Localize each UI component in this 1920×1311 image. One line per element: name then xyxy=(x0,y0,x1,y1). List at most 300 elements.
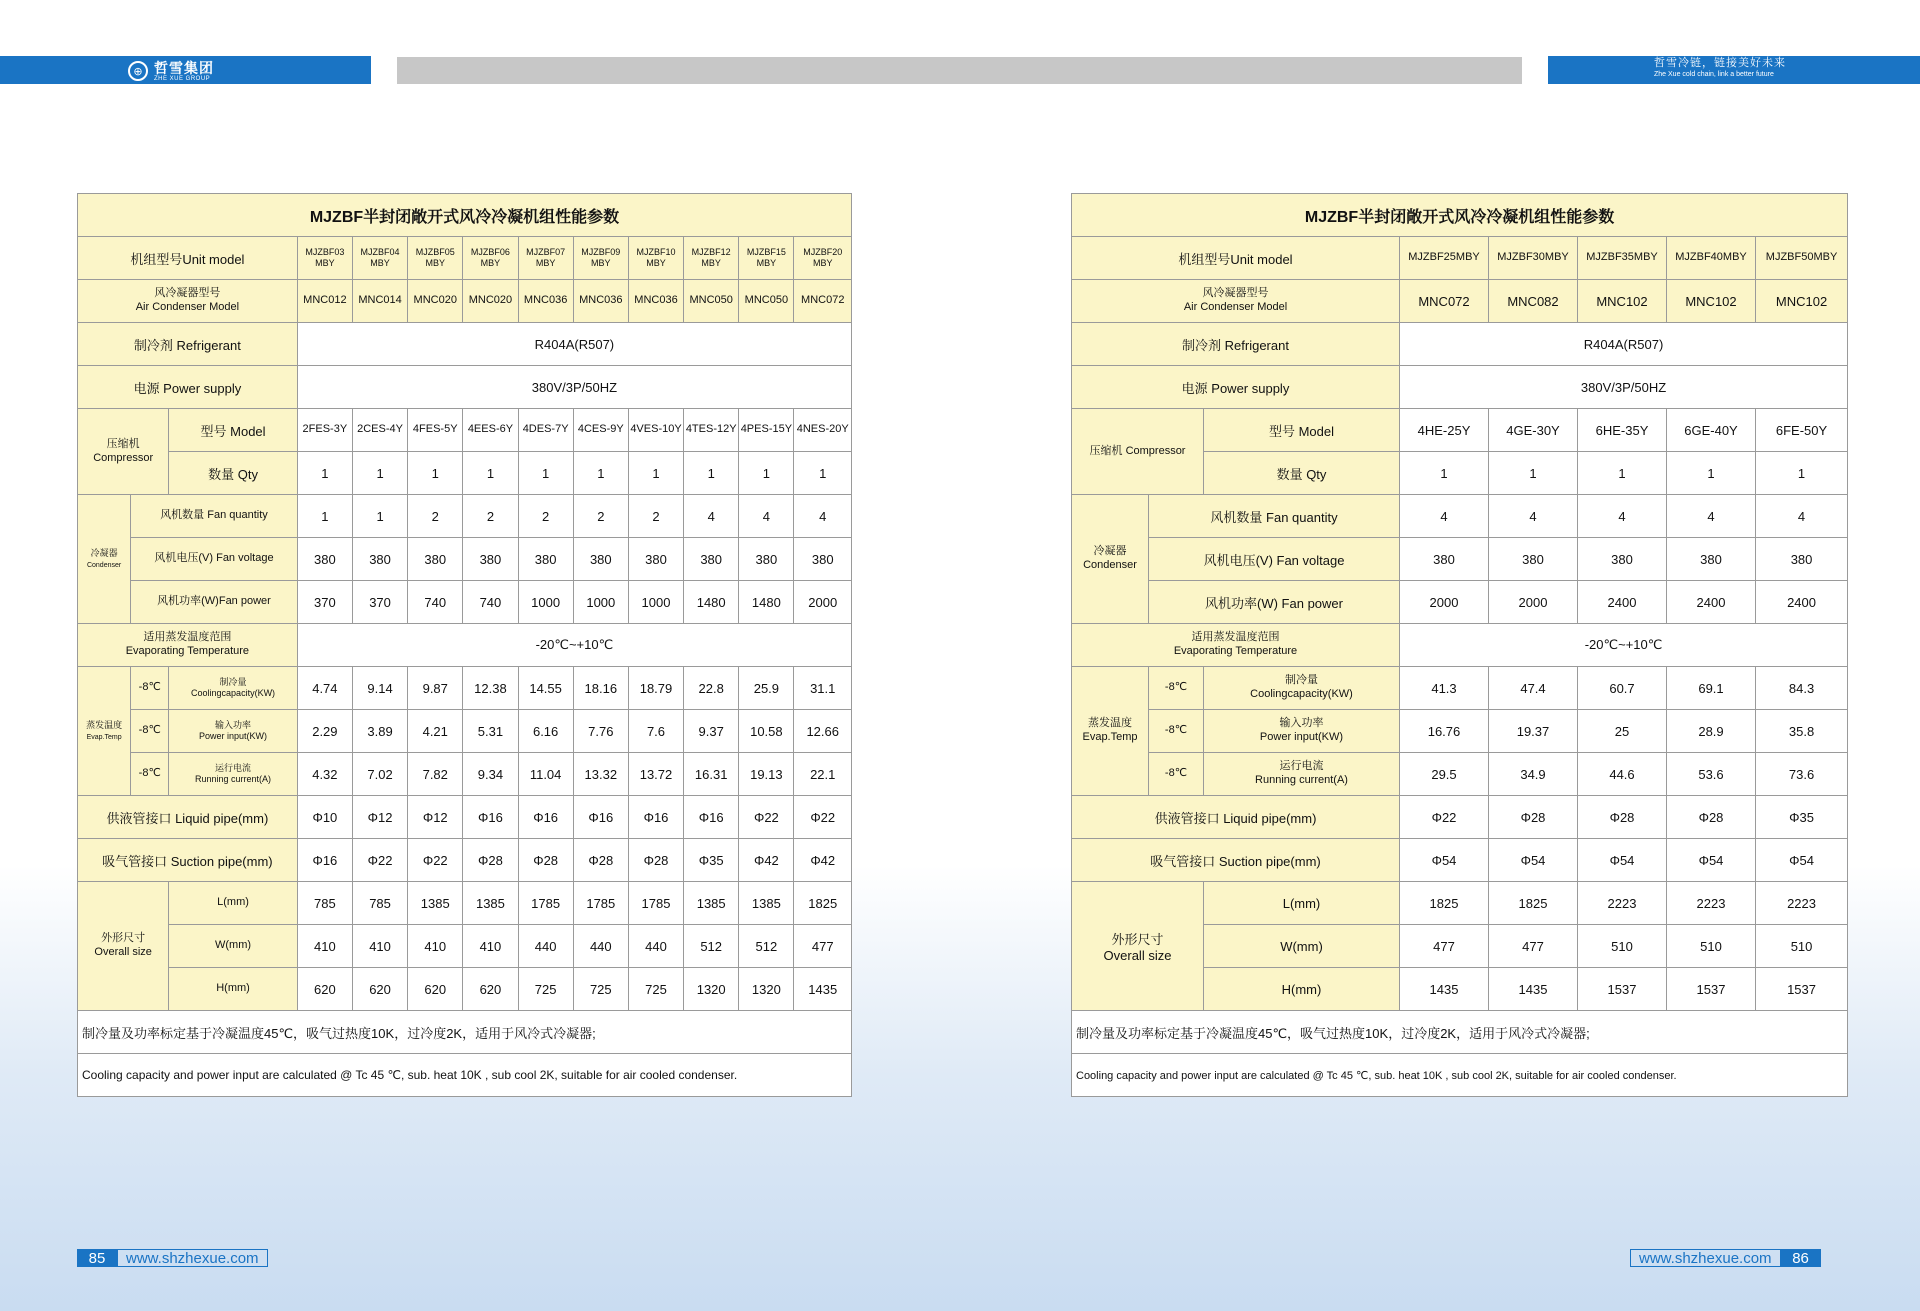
suction-pipe-label: 吸气管接口 Suction pipe(mm) xyxy=(1072,839,1400,882)
width-cell: 410 xyxy=(352,925,407,968)
fan-power-cell: 2400 xyxy=(1667,581,1756,624)
table-row xyxy=(1072,882,1848,925)
cooling-capacity-cell: 47.4 xyxy=(1489,667,1578,710)
qty-label: 数量 Qty xyxy=(169,452,297,495)
compressor-model-cell: 6FE-50Y xyxy=(1756,409,1848,452)
unit-model-cell: MJZBF20 MBY xyxy=(794,237,852,280)
condenser-model-cell: MNC102 xyxy=(1578,280,1667,323)
table-row xyxy=(78,710,852,753)
liquid-pipe-cell: Φ16 xyxy=(628,796,683,839)
qty-cell: 1 xyxy=(352,452,407,495)
refrigerant-value: R404A(R507) xyxy=(297,323,851,366)
table-row xyxy=(1072,581,1848,624)
liquid-pipe-cell: Φ22 xyxy=(794,796,852,839)
table-row xyxy=(78,624,852,667)
qty-cell: 1 xyxy=(573,452,628,495)
evap-temp-value: -8℃ xyxy=(131,753,169,796)
table-row xyxy=(78,237,852,280)
qty-cell: 1 xyxy=(1400,452,1489,495)
fan-quantity-cell: 2 xyxy=(518,495,573,538)
table-row xyxy=(1072,1054,1848,1097)
length-cell: 1785 xyxy=(573,882,628,925)
fan-voltage-cell: 380 xyxy=(684,538,739,581)
condenser-model-cell: MNC102 xyxy=(1667,280,1756,323)
width-label: W(mm) xyxy=(1204,925,1400,968)
table-row xyxy=(78,882,852,925)
evap-temp-value: -8℃ xyxy=(1149,667,1204,710)
compressor-model-cell: 2CES-4Y xyxy=(352,409,407,452)
qty-cell: 1 xyxy=(1489,452,1578,495)
width-cell: 512 xyxy=(684,925,739,968)
fan-voltage-cell: 380 xyxy=(1400,538,1489,581)
fan-voltage-cell: 380 xyxy=(739,538,794,581)
liquid-pipe-cell: Φ16 xyxy=(463,796,518,839)
unit-model-label: 机组型号Unit model xyxy=(78,237,298,280)
compressor-label: 压缩机 Compressor xyxy=(78,409,169,495)
qty-cell: 1 xyxy=(794,452,852,495)
fan-power-cell: 370 xyxy=(352,581,407,624)
cooling-capacity-cell: 18.16 xyxy=(573,667,628,710)
qty-label: 数量 Qty xyxy=(1204,452,1400,495)
width-label: W(mm) xyxy=(169,925,297,968)
fan-voltage-cell: 380 xyxy=(518,538,573,581)
qty-cell: 1 xyxy=(518,452,573,495)
fan-power-cell: 2000 xyxy=(1489,581,1578,624)
qty-cell: 1 xyxy=(1756,452,1848,495)
table-row xyxy=(1072,839,1848,882)
fan-quantity-label: 风机数量 Fan quantity xyxy=(1149,495,1400,538)
width-cell: 410 xyxy=(297,925,352,968)
cooling-capacity-label: 制冷量 Coolingcapacity(KW) xyxy=(1204,667,1400,710)
unit-model-cell: MJZBF30MBY xyxy=(1489,237,1578,280)
compressor-model-cell: 6HE-35Y xyxy=(1578,409,1667,452)
table-row xyxy=(78,839,852,882)
fan-voltage-cell: 380 xyxy=(352,538,407,581)
condenser-model-cell: MNC050 xyxy=(739,280,794,323)
fan-quantity-label: 风机数量 Fan quantity xyxy=(131,495,298,538)
note-cn: 制冷量及功率标定基于冷凝温度45℃，吸气过热度10K，过冷度2K，适用于风冷式冷凝器; xyxy=(1072,1011,1848,1054)
fan-power-cell: 1480 xyxy=(684,581,739,624)
brand-logo xyxy=(128,60,214,82)
overall-size-label: 外形尺寸 Overall size xyxy=(1072,882,1204,1011)
height-cell: 725 xyxy=(573,968,628,1011)
condenser-model-cell: MNC036 xyxy=(628,280,683,323)
table-title: MJZBF半封闭敞开式风冷冷凝机组性能参数 xyxy=(1072,194,1848,237)
table-row xyxy=(78,366,852,409)
fan-voltage-cell: 380 xyxy=(297,538,352,581)
cooling-capacity-cell: 41.3 xyxy=(1400,667,1489,710)
width-cell: 510 xyxy=(1756,925,1848,968)
fan-voltage-cell: 380 xyxy=(1489,538,1578,581)
fan-quantity-cell: 4 xyxy=(794,495,852,538)
power-supply-label: 电源 Power supply xyxy=(78,366,298,409)
fan-power-cell: 1000 xyxy=(518,581,573,624)
logo-name-cn: 哲雪集团 xyxy=(154,59,214,76)
fan-power-cell: 740 xyxy=(408,581,463,624)
unit-model-cell: MJZBF15 MBY xyxy=(739,237,794,280)
fan-power-label: 风机功率(W) Fan power xyxy=(1149,581,1400,624)
spec-table-left xyxy=(77,193,852,1097)
power-input-cell: 12.66 xyxy=(794,710,852,753)
fan-power-cell: 1000 xyxy=(573,581,628,624)
fan-quantity-cell: 4 xyxy=(1756,495,1848,538)
height-cell: 1537 xyxy=(1667,968,1756,1011)
unit-model-cell: MJZBF07 MBY xyxy=(518,237,573,280)
condenser-model-cell: MNC020 xyxy=(408,280,463,323)
fan-voltage-cell: 380 xyxy=(408,538,463,581)
evap-range-value: -20℃~+10℃ xyxy=(1400,624,1848,667)
compressor-model-cell: 4FES-5Y xyxy=(408,409,463,452)
height-cell: 1435 xyxy=(1400,968,1489,1011)
evap-temp-value: -8℃ xyxy=(131,710,169,753)
table-row xyxy=(78,753,852,796)
suction-pipe-cell: Φ22 xyxy=(408,839,463,882)
note-en: Cooling capacity and power input are calculated @ Tc 45 ℃, sub. heat 10K , sub cool 2K, suitable for air cooled condenser. xyxy=(78,1054,852,1097)
fan-quantity-cell: 4 xyxy=(1667,495,1756,538)
power-input-label: 输入功率 Power input(KW) xyxy=(169,710,297,753)
length-label: L(mm) xyxy=(169,882,297,925)
table-row xyxy=(78,1011,852,1054)
power-input-cell: 35.8 xyxy=(1756,710,1848,753)
table-row xyxy=(78,968,852,1011)
evap-range-label: 适用蒸发温度范围 Evaporating Temperature xyxy=(78,624,298,667)
running-current-cell: 9.34 xyxy=(463,753,518,796)
compressor-model-cell: 4HE-25Y xyxy=(1400,409,1489,452)
running-current-cell: 53.6 xyxy=(1667,753,1756,796)
length-cell: 1785 xyxy=(518,882,573,925)
power-input-cell: 7.6 xyxy=(628,710,683,753)
table-row xyxy=(1072,366,1848,409)
cooling-capacity-cell: 25.9 xyxy=(739,667,794,710)
table-row xyxy=(78,667,852,710)
evap-temp-label: 蒸发温度 Evap.Temp xyxy=(1072,667,1149,796)
unit-model-cell: MJZBF40MBY xyxy=(1667,237,1756,280)
compressor-model-cell: 4GE-30Y xyxy=(1489,409,1578,452)
liquid-pipe-label: 供液管接口 Liquid pipe(mm) xyxy=(78,796,298,839)
fan-voltage-cell: 380 xyxy=(463,538,518,581)
unit-model-cell: MJZBF05 MBY xyxy=(408,237,463,280)
length-cell: 1825 xyxy=(794,882,852,925)
evap-temp-value: -8℃ xyxy=(1149,753,1204,796)
unit-model-cell: MJZBF12 MBY xyxy=(684,237,739,280)
evap-range-label: 适用蒸发温度范围 Evaporating Temperature xyxy=(1072,624,1400,667)
suction-pipe-cell: Φ16 xyxy=(297,839,352,882)
suction-pipe-cell: Φ54 xyxy=(1489,839,1578,882)
fan-quantity-cell: 4 xyxy=(1400,495,1489,538)
unit-model-cell: MJZBF06 MBY xyxy=(463,237,518,280)
length-cell: 2223 xyxy=(1667,882,1756,925)
compressor-model-cell: 4DES-7Y xyxy=(518,409,573,452)
logo-name-en: ZHE XUE GROUP xyxy=(154,75,211,82)
power-input-label: 输入功率 Power input(KW) xyxy=(1204,710,1400,753)
condenser-model-cell: MNC050 xyxy=(684,280,739,323)
width-cell: 510 xyxy=(1667,925,1756,968)
running-current-cell: 7.82 xyxy=(408,753,463,796)
table-row xyxy=(78,538,852,581)
running-current-cell: 29.5 xyxy=(1400,753,1489,796)
suction-pipe-cell: Φ54 xyxy=(1578,839,1667,882)
fan-power-cell: 1000 xyxy=(628,581,683,624)
table-row xyxy=(78,280,852,323)
fan-voltage-cell: 380 xyxy=(1756,538,1848,581)
suction-pipe-cell: Φ28 xyxy=(518,839,573,882)
power-input-cell: 6.16 xyxy=(518,710,573,753)
length-cell: 1825 xyxy=(1489,882,1578,925)
logo-icon: ⊕ xyxy=(128,61,148,81)
liquid-pipe-cell: Φ22 xyxy=(739,796,794,839)
condenser-model-cell: MNC072 xyxy=(1400,280,1489,323)
length-cell: 2223 xyxy=(1578,882,1667,925)
table-row xyxy=(1072,323,1848,366)
table-row xyxy=(78,495,852,538)
width-cell: 410 xyxy=(408,925,463,968)
compressor-model-cell: 4TES-12Y xyxy=(684,409,739,452)
table-row xyxy=(1072,495,1848,538)
fan-power-cell: 2000 xyxy=(1400,581,1489,624)
power-supply-value: 380V/3P/50HZ xyxy=(1400,366,1848,409)
length-cell: 785 xyxy=(352,882,407,925)
qty-cell: 1 xyxy=(297,452,352,495)
cooling-capacity-cell: 31.1 xyxy=(794,667,852,710)
width-cell: 440 xyxy=(518,925,573,968)
width-cell: 477 xyxy=(794,925,852,968)
evap-temp-value: -8℃ xyxy=(131,667,169,710)
running-current-cell: 7.02 xyxy=(352,753,407,796)
slogan-cn: 哲雪冷链，链接美好未来 xyxy=(1654,57,1786,69)
fan-quantity-cell: 2 xyxy=(573,495,628,538)
fan-quantity-cell: 1 xyxy=(352,495,407,538)
table-row xyxy=(1072,624,1848,667)
running-current-label: 运行电流 Running current(A) xyxy=(169,753,297,796)
width-cell: 440 xyxy=(628,925,683,968)
suction-pipe-cell: Φ28 xyxy=(573,839,628,882)
fan-voltage-cell: 380 xyxy=(573,538,628,581)
fan-voltage-label: 风机电压(V) Fan voltage xyxy=(131,538,298,581)
length-cell: 1825 xyxy=(1400,882,1489,925)
fan-quantity-cell: 4 xyxy=(739,495,794,538)
power-input-cell: 19.37 xyxy=(1489,710,1578,753)
height-cell: 620 xyxy=(352,968,407,1011)
power-input-cell: 4.21 xyxy=(408,710,463,753)
height-cell: 725 xyxy=(518,968,573,1011)
height-cell: 1320 xyxy=(739,968,794,1011)
height-cell: 1537 xyxy=(1578,968,1667,1011)
table-row xyxy=(1072,667,1848,710)
liquid-pipe-label: 供液管接口 Liquid pipe(mm) xyxy=(1072,796,1400,839)
width-cell: 510 xyxy=(1578,925,1667,968)
suction-pipe-cell: Φ54 xyxy=(1400,839,1489,882)
fan-voltage-cell: 380 xyxy=(1578,538,1667,581)
fan-power-cell: 740 xyxy=(463,581,518,624)
qty-cell: 1 xyxy=(463,452,518,495)
running-current-cell: 19.13 xyxy=(739,753,794,796)
fan-power-cell: 2400 xyxy=(1756,581,1848,624)
power-input-cell: 2.29 xyxy=(297,710,352,753)
fan-power-cell: 2400 xyxy=(1578,581,1667,624)
refrigerant-label: 制冷剂 Refrigerant xyxy=(1072,323,1400,366)
evap-temp-label: 蒸发温度 Evap.Temp xyxy=(78,667,131,796)
fan-quantity-cell: 4 xyxy=(684,495,739,538)
condenser-model-cell: MNC102 xyxy=(1756,280,1848,323)
footer-left xyxy=(77,1249,268,1267)
fan-power-cell: 370 xyxy=(297,581,352,624)
slogan xyxy=(1654,58,1786,78)
table-row xyxy=(1072,753,1848,796)
suction-pipe-cell: Φ35 xyxy=(684,839,739,882)
length-cell: 1785 xyxy=(628,882,683,925)
liquid-pipe-cell: Φ16 xyxy=(573,796,628,839)
fan-voltage-label: 风机电压(V) Fan voltage xyxy=(1149,538,1400,581)
height-label: H(mm) xyxy=(169,968,297,1011)
slogan-en: Zhe Xue cold chain, link a better future xyxy=(1654,71,1774,78)
running-current-cell: 4.32 xyxy=(297,753,352,796)
footer-right xyxy=(1630,1249,1821,1267)
condenser-model-cell: MNC036 xyxy=(573,280,628,323)
unit-model-cell: MJZBF35MBY xyxy=(1578,237,1667,280)
fan-quantity-cell: 1 xyxy=(297,495,352,538)
condenser-model-label: 风冷凝器型号 Air Condenser Model xyxy=(1072,280,1400,323)
length-cell: 2223 xyxy=(1756,882,1848,925)
cooling-capacity-cell: 9.87 xyxy=(408,667,463,710)
qty-cell: 1 xyxy=(684,452,739,495)
fan-power-label: 风机功率(W)Fan power xyxy=(131,581,298,624)
table-row xyxy=(1072,1011,1848,1054)
compressor-model-cell: 4NES-20Y xyxy=(794,409,852,452)
fan-power-cell: 1480 xyxy=(739,581,794,624)
refrigerant-value: R404A(R507) xyxy=(1400,323,1848,366)
unit-model-cell: MJZBF03 MBY xyxy=(297,237,352,280)
cooling-capacity-cell: 22.8 xyxy=(684,667,739,710)
width-cell: 440 xyxy=(573,925,628,968)
cooling-capacity-cell: 60.7 xyxy=(1578,667,1667,710)
power-input-cell: 28.9 xyxy=(1667,710,1756,753)
fan-quantity-cell: 4 xyxy=(1489,495,1578,538)
running-current-cell: 73.6 xyxy=(1756,753,1848,796)
length-cell: 785 xyxy=(297,882,352,925)
height-cell: 620 xyxy=(463,968,518,1011)
evap-temp-value: -8℃ xyxy=(1149,710,1204,753)
table-row xyxy=(78,925,852,968)
power-input-cell: 7.76 xyxy=(573,710,628,753)
liquid-pipe-cell: Φ12 xyxy=(352,796,407,839)
cooling-capacity-label: 制冷量 Coolingcapacity(KW) xyxy=(169,667,297,710)
power-input-cell: 3.89 xyxy=(352,710,407,753)
condenser-model-cell: MNC014 xyxy=(352,280,407,323)
width-cell: 512 xyxy=(739,925,794,968)
fan-quantity-cell: 4 xyxy=(1578,495,1667,538)
page-number: 85 xyxy=(77,1249,117,1267)
length-cell: 1385 xyxy=(408,882,463,925)
fan-voltage-cell: 380 xyxy=(794,538,852,581)
running-current-cell: 16.31 xyxy=(684,753,739,796)
table-row xyxy=(78,452,852,495)
running-current-label: 运行电流 Running current(A) xyxy=(1204,753,1400,796)
unit-model-cell: MJZBF09 MBY xyxy=(573,237,628,280)
liquid-pipe-cell: Φ28 xyxy=(1489,796,1578,839)
suction-pipe-cell: Φ42 xyxy=(794,839,852,882)
running-current-cell: 11.04 xyxy=(518,753,573,796)
table-row xyxy=(1072,796,1848,839)
suction-pipe-cell: Φ54 xyxy=(1756,839,1848,882)
power-input-cell: 5.31 xyxy=(463,710,518,753)
height-cell: 1537 xyxy=(1756,968,1848,1011)
table-row xyxy=(1072,710,1848,753)
website-link[interactable]: www.shzhexue.com xyxy=(1630,1249,1781,1267)
qty-cell: 1 xyxy=(1667,452,1756,495)
condenser-label: 冷凝器 Condenser xyxy=(78,495,131,624)
fan-power-cell: 2000 xyxy=(794,581,852,624)
fan-quantity-cell: 2 xyxy=(628,495,683,538)
suction-pipe-cell: Φ54 xyxy=(1667,839,1756,882)
qty-cell: 1 xyxy=(628,452,683,495)
note-en: Cooling capacity and power input are calculated @ Tc 45 ℃, sub. heat 10K , sub cool 2K, suitable for air cooled condenser. xyxy=(1072,1054,1848,1097)
cooling-capacity-cell: 69.1 xyxy=(1667,667,1756,710)
running-current-cell: 13.72 xyxy=(628,753,683,796)
overall-size-label: 外形尺寸 Overall size xyxy=(78,882,169,1011)
width-cell: 477 xyxy=(1400,925,1489,968)
cooling-capacity-cell: 14.55 xyxy=(518,667,573,710)
unit-model-cell: MJZBF04 MBY xyxy=(352,237,407,280)
suction-pipe-cell: Φ22 xyxy=(352,839,407,882)
length-cell: 1385 xyxy=(684,882,739,925)
qty-cell: 1 xyxy=(1578,452,1667,495)
table-row xyxy=(1072,237,1848,280)
table-row xyxy=(1072,538,1848,581)
power-supply-value: 380V/3P/50HZ xyxy=(297,366,851,409)
spec-table-right xyxy=(1071,193,1848,1097)
cooling-capacity-cell: 18.79 xyxy=(628,667,683,710)
suction-pipe-cell: Φ28 xyxy=(628,839,683,882)
liquid-pipe-cell: Φ28 xyxy=(1578,796,1667,839)
website-link[interactable]: www.shzhexue.com xyxy=(117,1249,268,1267)
height-cell: 725 xyxy=(628,968,683,1011)
compressor-label: 压缩机 Compressor xyxy=(1072,409,1204,495)
compressor-model-cell: 2FES-3Y xyxy=(297,409,352,452)
height-label: H(mm) xyxy=(1204,968,1400,1011)
liquid-pipe-cell: Φ12 xyxy=(408,796,463,839)
width-cell: 410 xyxy=(463,925,518,968)
unit-model-cell: MJZBF50MBY xyxy=(1756,237,1848,280)
power-input-cell: 16.76 xyxy=(1400,710,1489,753)
running-current-cell: 13.32 xyxy=(573,753,628,796)
power-input-cell: 25 xyxy=(1578,710,1667,753)
condenser-model-label: 风冷凝器型号 Air Condenser Model xyxy=(78,280,298,323)
unit-model-cell: MJZBF25MBY xyxy=(1400,237,1489,280)
condenser-model-cell: MNC072 xyxy=(794,280,852,323)
table-title: MJZBF半封闭敞开式风冷冷凝机组性能参数 xyxy=(78,194,852,237)
table-row xyxy=(78,581,852,624)
table-row xyxy=(1072,409,1848,452)
evap-range-value: -20℃~+10℃ xyxy=(297,624,851,667)
length-label: L(mm) xyxy=(1204,882,1400,925)
cooling-capacity-cell: 4.74 xyxy=(297,667,352,710)
condenser-model-cell: MNC036 xyxy=(518,280,573,323)
condenser-model-cell: MNC020 xyxy=(463,280,518,323)
length-cell: 1385 xyxy=(739,882,794,925)
condenser-label: 冷凝器 Condenser xyxy=(1072,495,1149,624)
height-cell: 620 xyxy=(297,968,352,1011)
compressor-model-cell: 4CES-9Y xyxy=(573,409,628,452)
liquid-pipe-cell: Φ10 xyxy=(297,796,352,839)
qty-cell: 1 xyxy=(739,452,794,495)
height-cell: 620 xyxy=(408,968,463,1011)
length-cell: 1385 xyxy=(463,882,518,925)
compressor-model-cell: 6GE-40Y xyxy=(1667,409,1756,452)
compressor-model-label: 型号 Model xyxy=(169,409,297,452)
unit-model-cell: MJZBF10 MBY xyxy=(628,237,683,280)
height-cell: 1435 xyxy=(794,968,852,1011)
power-input-cell: 10.58 xyxy=(739,710,794,753)
